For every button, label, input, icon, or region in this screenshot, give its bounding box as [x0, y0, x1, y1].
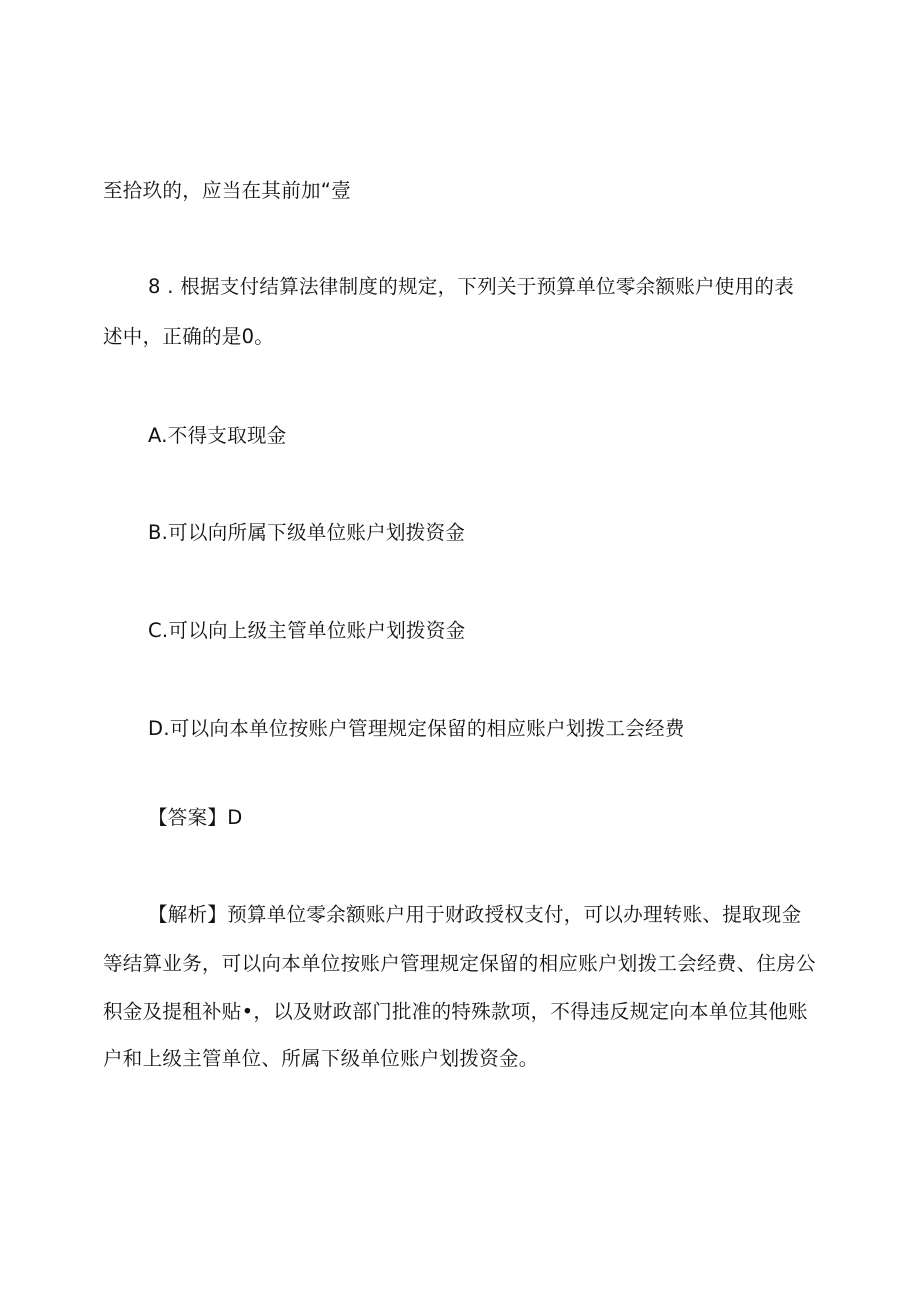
option-b: B.可以向所属下级单位账户划拨资金	[148, 521, 466, 544]
option-a: A.不得支取现金	[148, 424, 287, 447]
explanation-line-2: 等结算业务，可以向本单位按账户管理规定保留的相应账户划拨工会经费、住房公	[103, 952, 816, 975]
question-line-1: 8 . 根据支付结算法律制度的规定，下列关于预算单位零余额账户使用的表	[148, 275, 795, 298]
continuation-text: 至拾玖的，应当在其前加“壹	[103, 179, 352, 202]
option-d: D.可以向本单位按账户管理规定保留的相应账户划拨工会经费	[148, 717, 685, 740]
question-line-2: 述中，正确的是0。	[103, 325, 275, 348]
explanation-line-4: 户和上级主管单位、所属下级单位账户划拨资金。	[103, 1047, 539, 1070]
explanation-line-1: 【解析】预算单位零余额账户用于财政授权支付，可以办理转账、提取现金	[148, 903, 802, 926]
option-c: C.可以向上级主管单位账户划拨资金	[148, 619, 466, 642]
explanation-line-3: 积金及提租补贴•，以及财政部门批准的特殊款项，不得违反规定向本单位其他账	[103, 1000, 808, 1023]
answer-text: 【答案】D	[148, 806, 243, 829]
